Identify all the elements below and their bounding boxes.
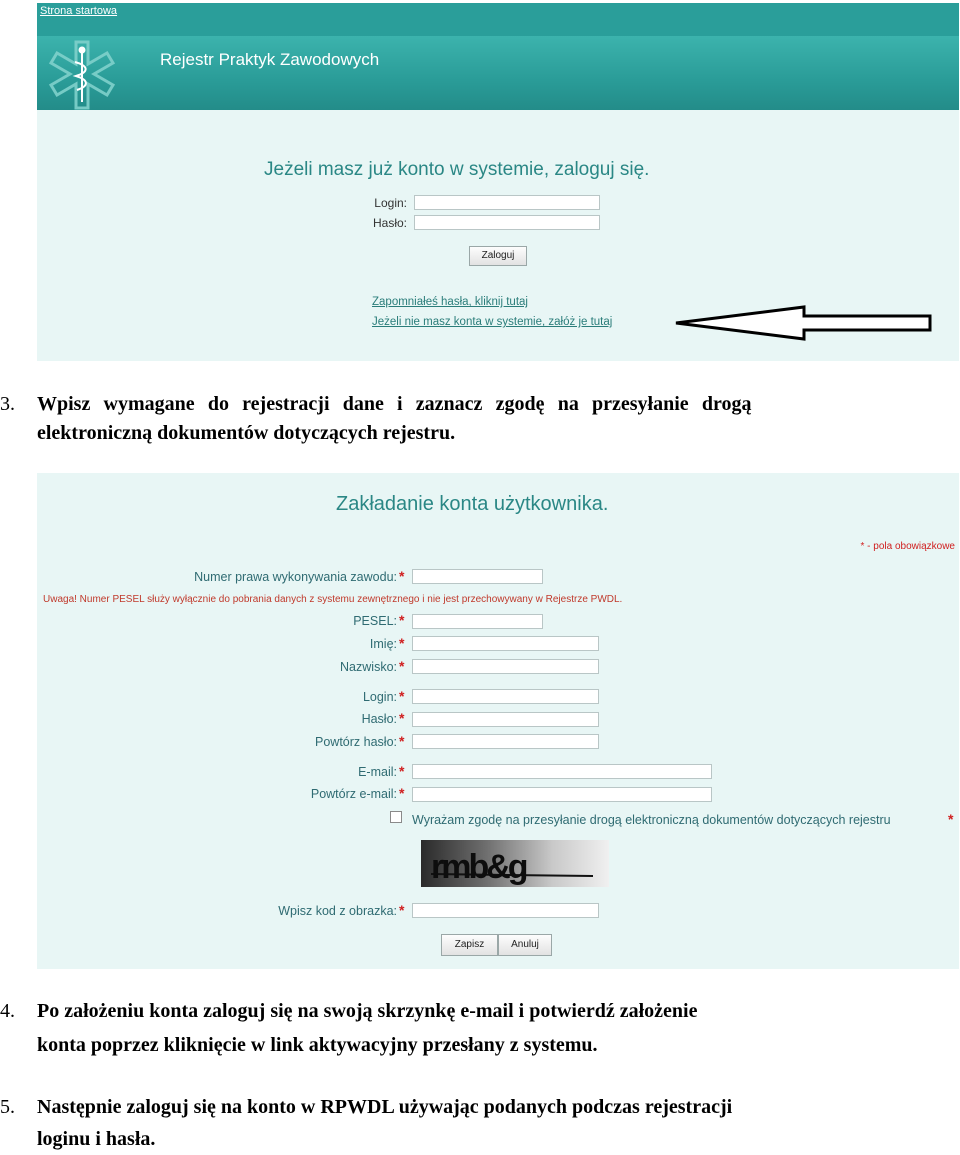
- forgot-password-link[interactable]: Zapomniałeś hasła, kliknij tutaj: [372, 296, 528, 308]
- password-input[interactable]: [414, 215, 600, 230]
- step-text-line: loginu i hasła.: [37, 1128, 156, 1150]
- pesel-input[interactable]: [412, 614, 543, 629]
- top-bar: [37, 3, 959, 36]
- register-link[interactable]: Jeżeli nie masz konta w systemie, załóż je tutaj: [372, 316, 613, 328]
- step-text-line: elektroniczną dokumentów dotyczących rejestru.: [37, 422, 456, 444]
- step-text-line: Następnie zaloguj się na konto w RPWDL używając podanych podczas rejestracji: [37, 1096, 733, 1118]
- consent-checkbox[interactable]: [390, 811, 402, 823]
- email-label: E-mail:: [358, 765, 397, 779]
- pesel-warning: Uwaga! Numer PESEL służy wyłącznie do pobrania danych z systemu zewnętrznego i nie jest przechowywany w Rejestrze PWDL.: [43, 594, 623, 605]
- registration-heading: Zakładanie konta użytkownika.: [336, 493, 609, 515]
- login-input[interactable]: [414, 195, 600, 210]
- required-marker: *: [399, 635, 405, 651]
- login-button[interactable]: Zaloguj: [469, 246, 527, 266]
- required-fields-note: * - pola obowiązkowe: [860, 541, 955, 552]
- step-number: 5.: [0, 1096, 15, 1118]
- consent-label: Wyrażam zgodę na przesyłanie drogą elektroniczną dokumentów dotyczących rejestru: [412, 813, 891, 827]
- required-marker: *: [399, 785, 405, 801]
- repeat-password-label: Powtórz hasło:: [315, 735, 397, 749]
- required-marker: *: [399, 763, 405, 779]
- save-button[interactable]: Zapisz: [441, 934, 498, 956]
- repeat-email-input[interactable]: [412, 787, 712, 802]
- repeat-email-label: Powtórz e-mail:: [310, 787, 397, 801]
- email-input[interactable]: [412, 764, 712, 779]
- first-name-label: Imię:: [369, 637, 397, 651]
- required-marker: *: [399, 568, 405, 584]
- last-name-input[interactable]: [412, 659, 599, 674]
- required-marker: *: [399, 902, 405, 918]
- password-input[interactable]: [412, 712, 599, 727]
- login-heading: Jeżeli masz już konto w systemie, zaloguj się.: [264, 159, 650, 180]
- repeat-password-input[interactable]: [412, 734, 599, 749]
- captcha-code-input[interactable]: [412, 903, 599, 918]
- captcha-text: rmb&g: [431, 848, 526, 886]
- captcha-code-label: Wpisz kod z obrazka:: [278, 904, 397, 918]
- star-of-life-icon: [43, 40, 121, 112]
- pesel-label: PESEL:: [353, 614, 397, 628]
- license-number-label: Numer prawa wykonywania zawodu:: [194, 570, 397, 584]
- step-text-line: konta poprzez kliknięcie w link aktywacyjny przesłany z systemu.: [37, 1034, 598, 1056]
- password-label: Hasło:: [361, 712, 397, 726]
- registration-screenshot: [37, 473, 959, 969]
- first-name-input[interactable]: [412, 636, 599, 651]
- home-link[interactable]: Strona startowa: [40, 5, 118, 17]
- last-name-label: Nazwisko:: [340, 660, 397, 674]
- required-marker: *: [399, 612, 405, 628]
- required-marker: *: [948, 811, 954, 827]
- required-marker: *: [399, 658, 405, 674]
- login-label: Login:: [362, 690, 397, 704]
- required-marker: *: [399, 733, 405, 749]
- login-label: Login:: [374, 196, 407, 210]
- step-text-line: Wpisz wymagane do rejestracji dane i zaznacz zgodę na przesyłanie drogą: [37, 393, 752, 415]
- app-banner: [37, 36, 959, 110]
- captcha-graphic: [421, 840, 609, 887]
- captcha-image: [421, 840, 609, 887]
- step-number: 4.: [0, 1000, 15, 1022]
- required-marker: *: [399, 710, 405, 726]
- step-text-line: Po założeniu konta zaloguj się na swoją skrzynkę e-mail i potwierdź założenie: [37, 1000, 698, 1022]
- app-title: Rejestr Praktyk Zawodowych: [160, 50, 380, 69]
- cancel-button[interactable]: Anuluj: [498, 934, 552, 956]
- required-marker: *: [399, 688, 405, 704]
- arrow-left-icon: [674, 303, 934, 343]
- step-number: 3.: [0, 393, 15, 415]
- license-number-input[interactable]: [412, 569, 543, 584]
- login-input[interactable]: [412, 689, 599, 704]
- password-label: Hasło:: [372, 216, 407, 230]
